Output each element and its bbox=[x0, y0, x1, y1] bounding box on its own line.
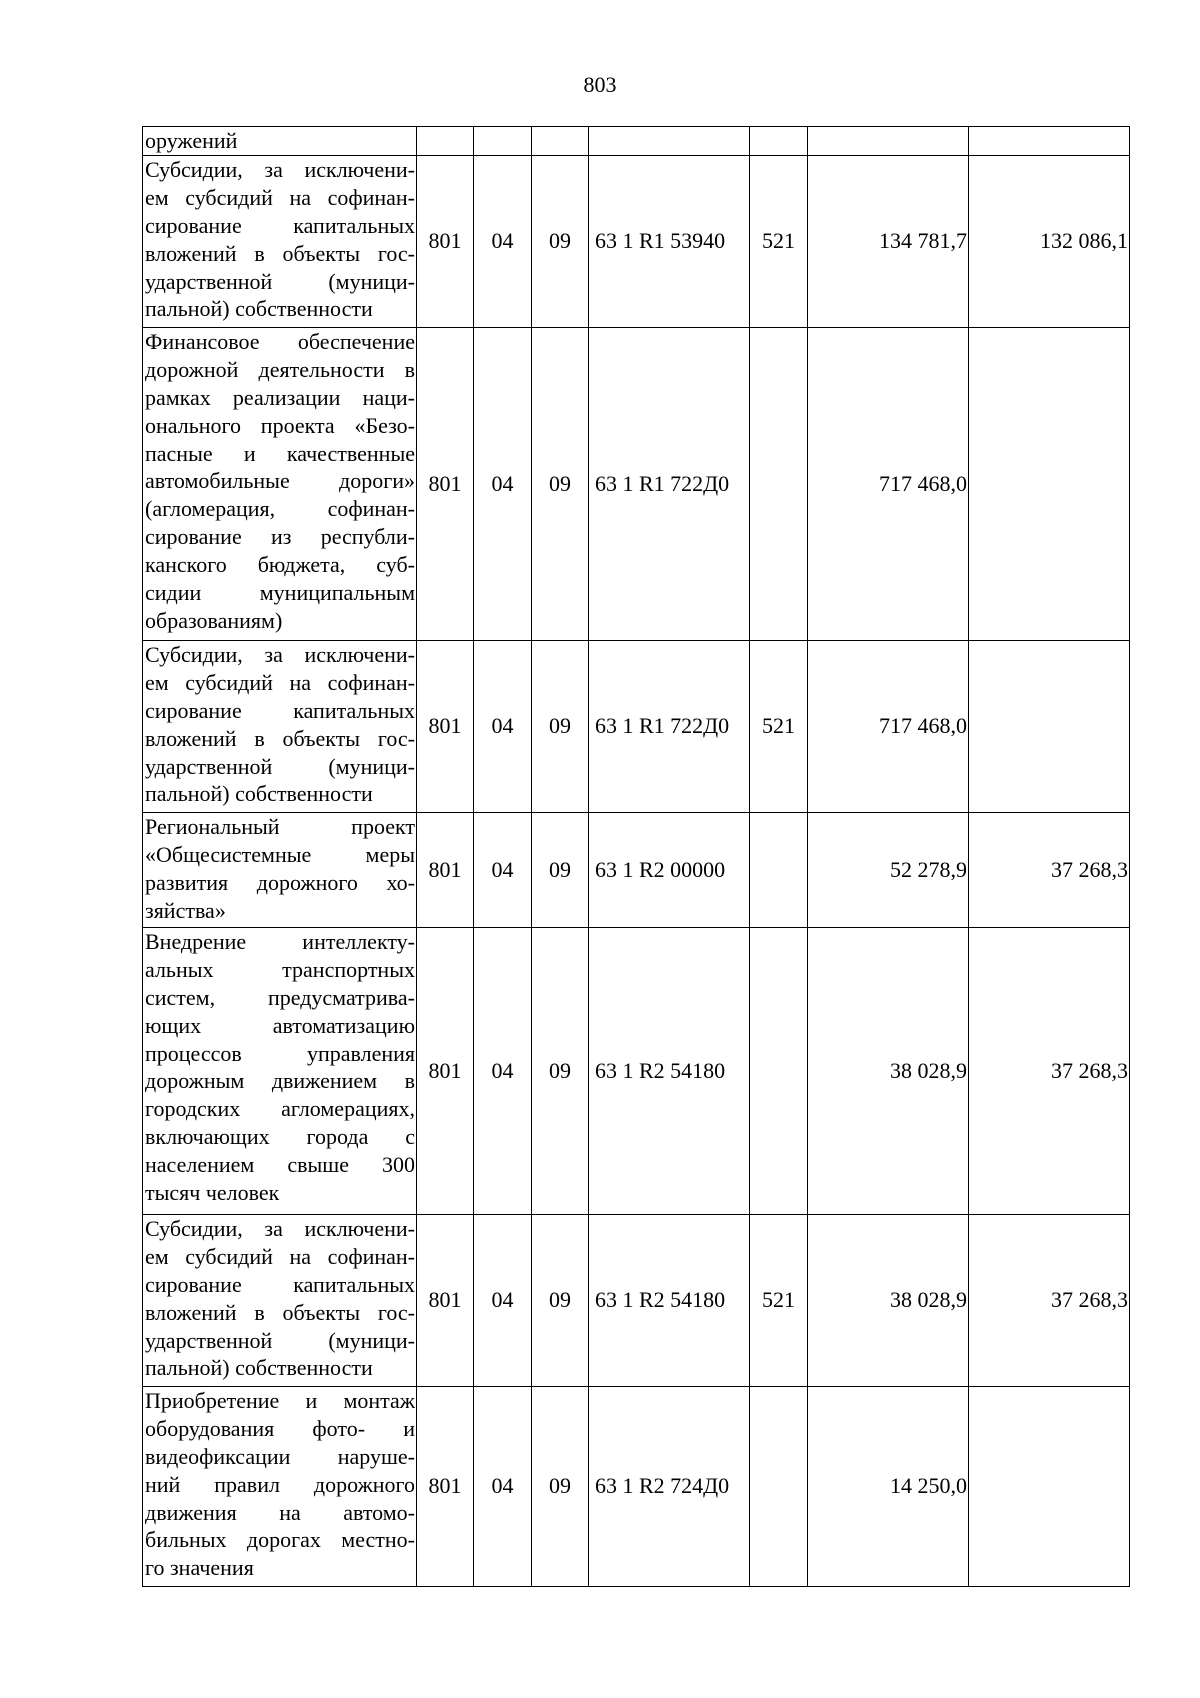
item-name-line: зяйства» bbox=[145, 897, 226, 923]
amount-1-cell: 38 028,9 bbox=[808, 927, 969, 1214]
razdel-cell bbox=[474, 127, 532, 156]
item-name-cell bbox=[143, 327, 417, 640]
table-row bbox=[143, 1386, 1130, 1586]
page-number: 803 bbox=[583, 72, 617, 97]
item-name bbox=[145, 1215, 415, 1382]
table-row bbox=[143, 1214, 1130, 1386]
table-row bbox=[143, 640, 1130, 812]
item-name-line: ем субсидий на софинан- bbox=[145, 669, 415, 695]
expense-type-cell bbox=[750, 812, 808, 927]
item-name-line: процессов управления bbox=[145, 1040, 415, 1066]
item-name-line: Субсидии, за исключени- bbox=[145, 156, 415, 182]
table-row bbox=[143, 327, 1130, 640]
item-name-line: альных транспортных bbox=[145, 956, 415, 982]
vedomstvo-cell: 801 bbox=[417, 155, 474, 327]
item-name-cell bbox=[143, 927, 417, 1214]
item-name-line: систем, предусматрива- bbox=[145, 984, 415, 1010]
amount-2-cell bbox=[969, 1386, 1130, 1586]
target-article-cell: 63 1 R1 722Д0 bbox=[589, 640, 750, 812]
expense-type-cell bbox=[750, 1386, 808, 1586]
item-name-line: ударственной (муници- bbox=[145, 753, 415, 779]
item-name-line: сирование из республи- bbox=[145, 524, 415, 550]
item-name-line: онального проекта «Безо- bbox=[145, 412, 415, 438]
item-name-line: образованиям) bbox=[145, 607, 283, 633]
expense-type-cell bbox=[750, 927, 808, 1214]
target-article-cell: 63 1 R1 722Д0 bbox=[589, 327, 750, 640]
table-row bbox=[143, 812, 1130, 927]
item-name bbox=[145, 328, 415, 635]
podrazdel-cell: 09 bbox=[532, 155, 589, 327]
item-name-line: вложений в объекты гос- bbox=[145, 725, 415, 751]
amount-2-cell: 37 268,3 bbox=[969, 812, 1130, 927]
item-name-line: оборудования фото- и bbox=[145, 1415, 415, 1441]
table-body bbox=[143, 127, 1130, 1587]
item-name-line: рамках реализации наци- bbox=[145, 384, 415, 410]
item-name-line: ем субсидий на софинан- bbox=[145, 1243, 415, 1269]
razdel-cell: 04 bbox=[474, 1214, 532, 1386]
amount-1-cell bbox=[808, 127, 969, 156]
item-name bbox=[145, 1387, 415, 1582]
vedomstvo-cell: 801 bbox=[417, 640, 474, 812]
item-name-line: вложений в объекты гос- bbox=[145, 240, 415, 266]
amount-1-cell: 134 781,7 bbox=[808, 155, 969, 327]
vedomstvo-cell: 801 bbox=[417, 812, 474, 927]
item-name-line: Субсидии, за исключени- bbox=[145, 1215, 415, 1241]
podrazdel-cell: 09 bbox=[532, 1214, 589, 1386]
vedomstvo-cell: 801 bbox=[417, 927, 474, 1214]
item-name-line: оружений bbox=[145, 128, 238, 153]
item-name-line: сирование капитальных bbox=[145, 1271, 415, 1297]
item-name-line: сирование капитальных bbox=[145, 697, 415, 723]
amount-2-cell bbox=[969, 640, 1130, 812]
item-name-line: Субсидии, за исключени- bbox=[145, 641, 415, 667]
amount-2-cell bbox=[969, 127, 1130, 156]
table-row bbox=[143, 127, 1130, 156]
item-name bbox=[145, 813, 415, 925]
item-name-line: пальной) собственности bbox=[145, 296, 373, 322]
expense-type-cell bbox=[750, 327, 808, 640]
amount-1-cell: 717 468,0 bbox=[808, 327, 969, 640]
amount-1-cell: 38 028,9 bbox=[808, 1214, 969, 1386]
item-name-cell bbox=[143, 812, 417, 927]
table-row bbox=[143, 155, 1130, 327]
budget-table bbox=[142, 126, 1130, 1587]
item-name-line: сидии муниципальным bbox=[145, 580, 415, 606]
item-name-line: городских агломерациях, bbox=[145, 1096, 415, 1122]
expense-type-cell: 521 bbox=[750, 155, 808, 327]
item-name-line: населением свыше 300 bbox=[145, 1152, 415, 1178]
vedomstvo-cell bbox=[417, 127, 474, 156]
podrazdel-cell: 09 bbox=[532, 640, 589, 812]
item-name-line: дорожной деятельности в bbox=[145, 356, 415, 382]
podrazdel-cell: 09 bbox=[532, 927, 589, 1214]
amount-2-cell: 37 268,3 bbox=[969, 927, 1130, 1214]
vedomstvo-cell: 801 bbox=[417, 327, 474, 640]
razdel-cell: 04 bbox=[474, 327, 532, 640]
item-name-line: дорожным движением в bbox=[145, 1068, 415, 1094]
expense-type-cell: 521 bbox=[750, 1214, 808, 1386]
item-name-line: сирование капитальных bbox=[145, 212, 415, 238]
item-name-line: вложений в объекты гос- bbox=[145, 1299, 415, 1325]
item-name-line: бильных дорогах местно- bbox=[145, 1527, 415, 1553]
target-article-cell: 63 1 R2 54180 bbox=[589, 1214, 750, 1386]
item-name-line: пальной) собственности bbox=[145, 781, 373, 807]
item-name-line: го значения bbox=[145, 1555, 254, 1581]
amount-2-cell bbox=[969, 327, 1130, 640]
item-name-line: пальной) собственности bbox=[145, 1355, 373, 1381]
razdel-cell: 04 bbox=[474, 640, 532, 812]
item-name-line: ударственной (муници- bbox=[145, 1327, 415, 1353]
amount-2-cell: 132 086,1 bbox=[969, 155, 1130, 327]
razdel-cell: 04 bbox=[474, 155, 532, 327]
vedomstvo-cell: 801 bbox=[417, 1386, 474, 1586]
target-article-cell: 63 1 R2 00000 bbox=[589, 812, 750, 927]
item-name-line: включающих города с bbox=[145, 1124, 415, 1150]
item-name bbox=[145, 156, 415, 323]
expense-type-cell bbox=[750, 127, 808, 156]
item-name-line: канского бюджета, суб- bbox=[145, 552, 415, 578]
item-name-line: ющих автоматизацию bbox=[145, 1012, 415, 1038]
item-name-line: ний правил дорожного bbox=[145, 1471, 415, 1497]
item-name-line: тысяч человек bbox=[145, 1180, 280, 1206]
expense-type-cell: 521 bbox=[750, 640, 808, 812]
target-article-cell: 63 1 R2 724Д0 bbox=[589, 1386, 750, 1586]
item-name bbox=[145, 127, 415, 155]
item-name-line: Приобретение и монтаж bbox=[145, 1387, 415, 1413]
item-name-line: Финансовое обеспечение bbox=[145, 328, 415, 354]
item-name-line: «Общесистемные меры bbox=[145, 841, 415, 867]
item-name-line: ем субсидий на софинан- bbox=[145, 184, 415, 210]
amount-1-cell: 14 250,0 bbox=[808, 1386, 969, 1586]
target-article-cell: 63 1 R1 53940 bbox=[589, 155, 750, 327]
item-name-line: Внедрение интеллекту- bbox=[145, 928, 415, 954]
podrazdel-cell: 09 bbox=[532, 327, 589, 640]
item-name-line: автомобильные дороги» bbox=[145, 468, 415, 494]
item-name-line: пасные и качественные bbox=[145, 440, 415, 466]
item-name-line: движения на автомо- bbox=[145, 1499, 415, 1525]
razdel-cell: 04 bbox=[474, 927, 532, 1214]
item-name-cell bbox=[143, 127, 417, 156]
target-article-cell bbox=[589, 127, 750, 156]
target-article-cell: 63 1 R2 54180 bbox=[589, 927, 750, 1214]
item-name-line: (агломерация, софинан- bbox=[145, 496, 415, 522]
item-name-cell bbox=[143, 1214, 417, 1386]
item-name-line: видеофиксации наруше- bbox=[145, 1443, 415, 1469]
podrazdel-cell: 09 bbox=[532, 812, 589, 927]
item-name-line: ударственной (муници- bbox=[145, 268, 415, 294]
item-name-cell bbox=[143, 1386, 417, 1586]
item-name-line: Региональный проект bbox=[145, 813, 415, 839]
podrazdel-cell: 09 bbox=[532, 1386, 589, 1586]
razdel-cell: 04 bbox=[474, 1386, 532, 1586]
table-row bbox=[143, 927, 1130, 1214]
item-name-cell bbox=[143, 640, 417, 812]
podrazdel-cell bbox=[532, 127, 589, 156]
item-name bbox=[145, 928, 415, 1207]
vedomstvo-cell: 801 bbox=[417, 1214, 474, 1386]
amount-1-cell: 52 278,9 bbox=[808, 812, 969, 927]
amount-2-cell: 37 268,3 bbox=[969, 1214, 1130, 1386]
amount-1-cell: 717 468,0 bbox=[808, 640, 969, 812]
item-name bbox=[145, 641, 415, 808]
item-name-cell bbox=[143, 155, 417, 327]
razdel-cell: 04 bbox=[474, 812, 532, 927]
item-name-line: развития дорожного хо- bbox=[145, 869, 415, 895]
